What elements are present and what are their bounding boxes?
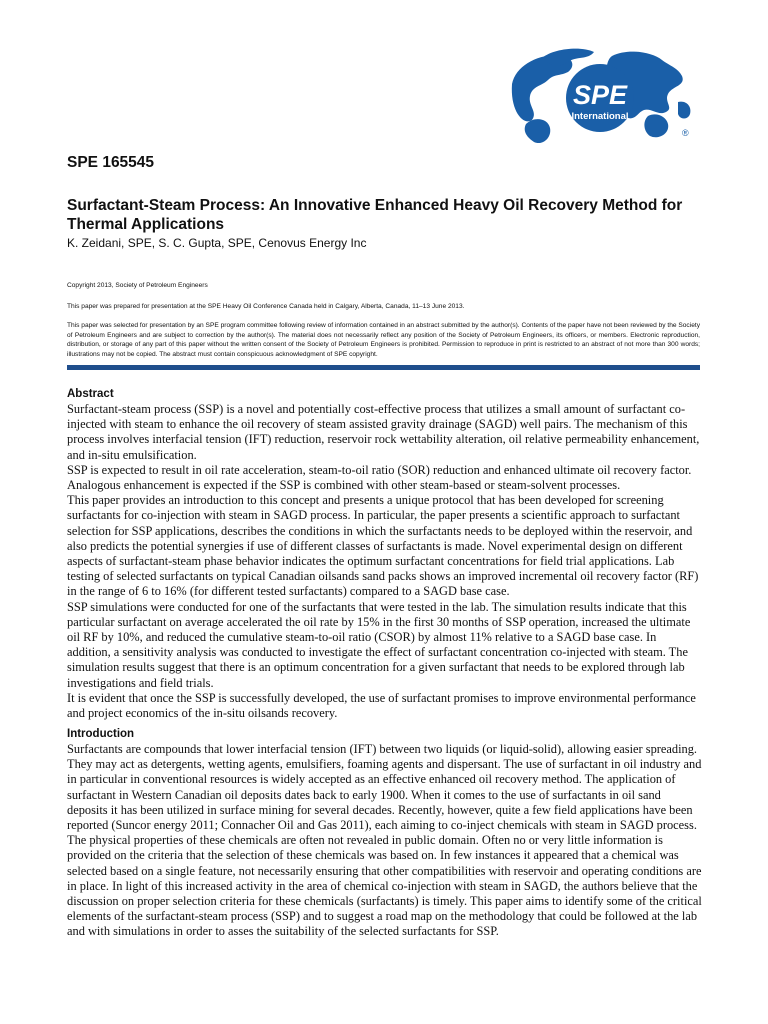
abstract-paragraph: Surfactant-steam process (SSP) is a novel and potentially cost-effective process that utilizes a small amount of surfactant co-injected with steam to enhance the oil recovery of steam assisted gravity drainage (SAGD) well pairs. The mechanism of this process involves interfacial tension (IFT) reduction, reservoir rock wettability alteration, oil relative permeability enhancement, and in-situ emulsification. <box>67 402 700 462</box>
introduction-heading: Introduction <box>67 728 135 740</box>
paper-number: SPE 165545 <box>67 154 155 171</box>
introduction-paragraph: Surfactants are compounds that lower interfacial tension (IFT) between two liquids (or liquid-solid), allowing easier spreading. They may act as detergents, wetting agents, emulsifiers, foaming agents and dispersant. The use of surfactant in oil industry and in particular in conventional resources is widely accepted as an effective enhanced oil recovery method. The application of surfactant in Western Canadian oil deposits dates back to early 1900. When it comes to the use of surfactants in oil sand deposits it has been utilized in surface mining for several decades. Recently, however, quite a few field applications have been reported (Suncor energy 2011; Connacher Oil and Gas 2011), each aiming to co-inject chemicals with steam in SAGD process. The physical properties of these chemicals are often not revealed in public domain. Often no or very little information is provided on the criteria that the selection of these chemicals was based on. In few instances it appeared that a chemical was selected based on a single feature, not necessarily ensuring that other compatibilities with reservoir and operating conditions are in place. In light of this increased activity in the area of chemical co-injection with steam in SAGD, the authors believe that the discussion on proper selection criteria for these chemicals (surfactants) is timely. This paper aims to identify some of the critical elements of the surfactant-steam process (SSP) and to suggest a road map on the methodology that could be followed at the lab and with simulations in order to asses the suitability of the selected surfactants for SSP. <box>67 742 702 939</box>
abstract-paragraph: This paper provides an introduction to this concept and presents a unique protocol that has been developed for screening surfactants for co-injection with steam in SAGD process. In particular, the paper presents a scientific approach to surfactant selection for SSP applications, describes the conditions in which the surfactants needs to be deployed within the reservoir, and also predicts the potential synergies if use of different classes of surfactants is made. Novel experimental design on different aspects of surfactant-steam phase behavior indicates the optimum surfactant concentrations for field trial applications. Lab testing of selected surfactants on typical Canadian oilsands sand packs shows an improved incremental oil recovery factor (RF) in the range of 6 to 16% (for different tested surfactants) compared to a SAGD base case. <box>67 493 699 599</box>
header-divider <box>67 365 700 370</box>
globe-logo-icon <box>502 46 698 148</box>
abstract-paragraph: It is evident that once the SSP is successfully developed, the use of surfactant promises to improve environmental performance and project economics of the in-situ oilsands recovery. <box>67 690 696 721</box>
review-disclaimer: This paper was selected for presentation by an SPE program committee following review of information contained in an abstract submitted by the author(s). Contents of the paper have not been reviewed by the Society of Petroleum Engineers and are subject to correction by the author(s). The material does not necessarily reflect any position of the Society of Petroleum Engineers, its officers, or members. Electronic reproduction, distribution, or storage of any part of this paper without the written consent of the Society of Petroleum Engineers is prohibited. Permission to reproduce in print is restricted to an abstract of not more than 300 words; illustrations may not be copied. The abstract must contain conspicuous acknowledgment of SPE copyright. <box>67 322 700 358</box>
spe-international-logo <box>502 46 698 148</box>
author-line: K. Zeidani, SPE, S. C. Gupta, SPE, Cenovus Energy Inc <box>67 236 367 250</box>
abstract-heading: Abstract <box>67 388 114 400</box>
introduction-body <box>67 742 703 940</box>
abstract-paragraph: SSP simulations were conducted for one of the surfactants that were tested in the lab. The simulation results indicate that this particular surfactant on average accelerated the oil rate by 15% in the first 30 months of SSP operation, increased the ultimate oil RF by 10%, and reduced the cumulative steam-to-oil ratio (CSOR) by almost 11% relative to a SAGD base case. In addition, a sensitivity analysis was conducted to investigate the effect of surfactant concentration co-injected with steam. The simulation results suggest that there is an optimum concentration for a given surfactant that needs to be explored through lab investigations and field trials. <box>67 599 691 690</box>
presentation-note: This paper was prepared for presentation at the SPE Heavy Oil Conference Canada held in Calgary, Alberta, Canada, 11–13 June 2013. <box>67 303 465 310</box>
abstract-body <box>67 402 703 721</box>
registered-mark: ® <box>682 128 689 138</box>
logo-international-text: International <box>571 111 629 122</box>
abstract-paragraph: SSP is expected to result in oil rate acceleration, steam-to-oil ratio (SOR) reduction and enhanced ultimate oil recovery factor. Analogous enhancement is expected if the SSP is combined with other steam-based or steam-solvent processes. <box>67 462 692 493</box>
paper-title: Surfactant-Steam Process: An Innovative Enhanced Heavy Oil Recovery Method for Thermal Applications <box>67 197 683 233</box>
copyright-notice: Copyright 2013, Society of Petroleum Engineers <box>67 282 208 289</box>
logo-spe-text: SPE <box>572 80 628 110</box>
